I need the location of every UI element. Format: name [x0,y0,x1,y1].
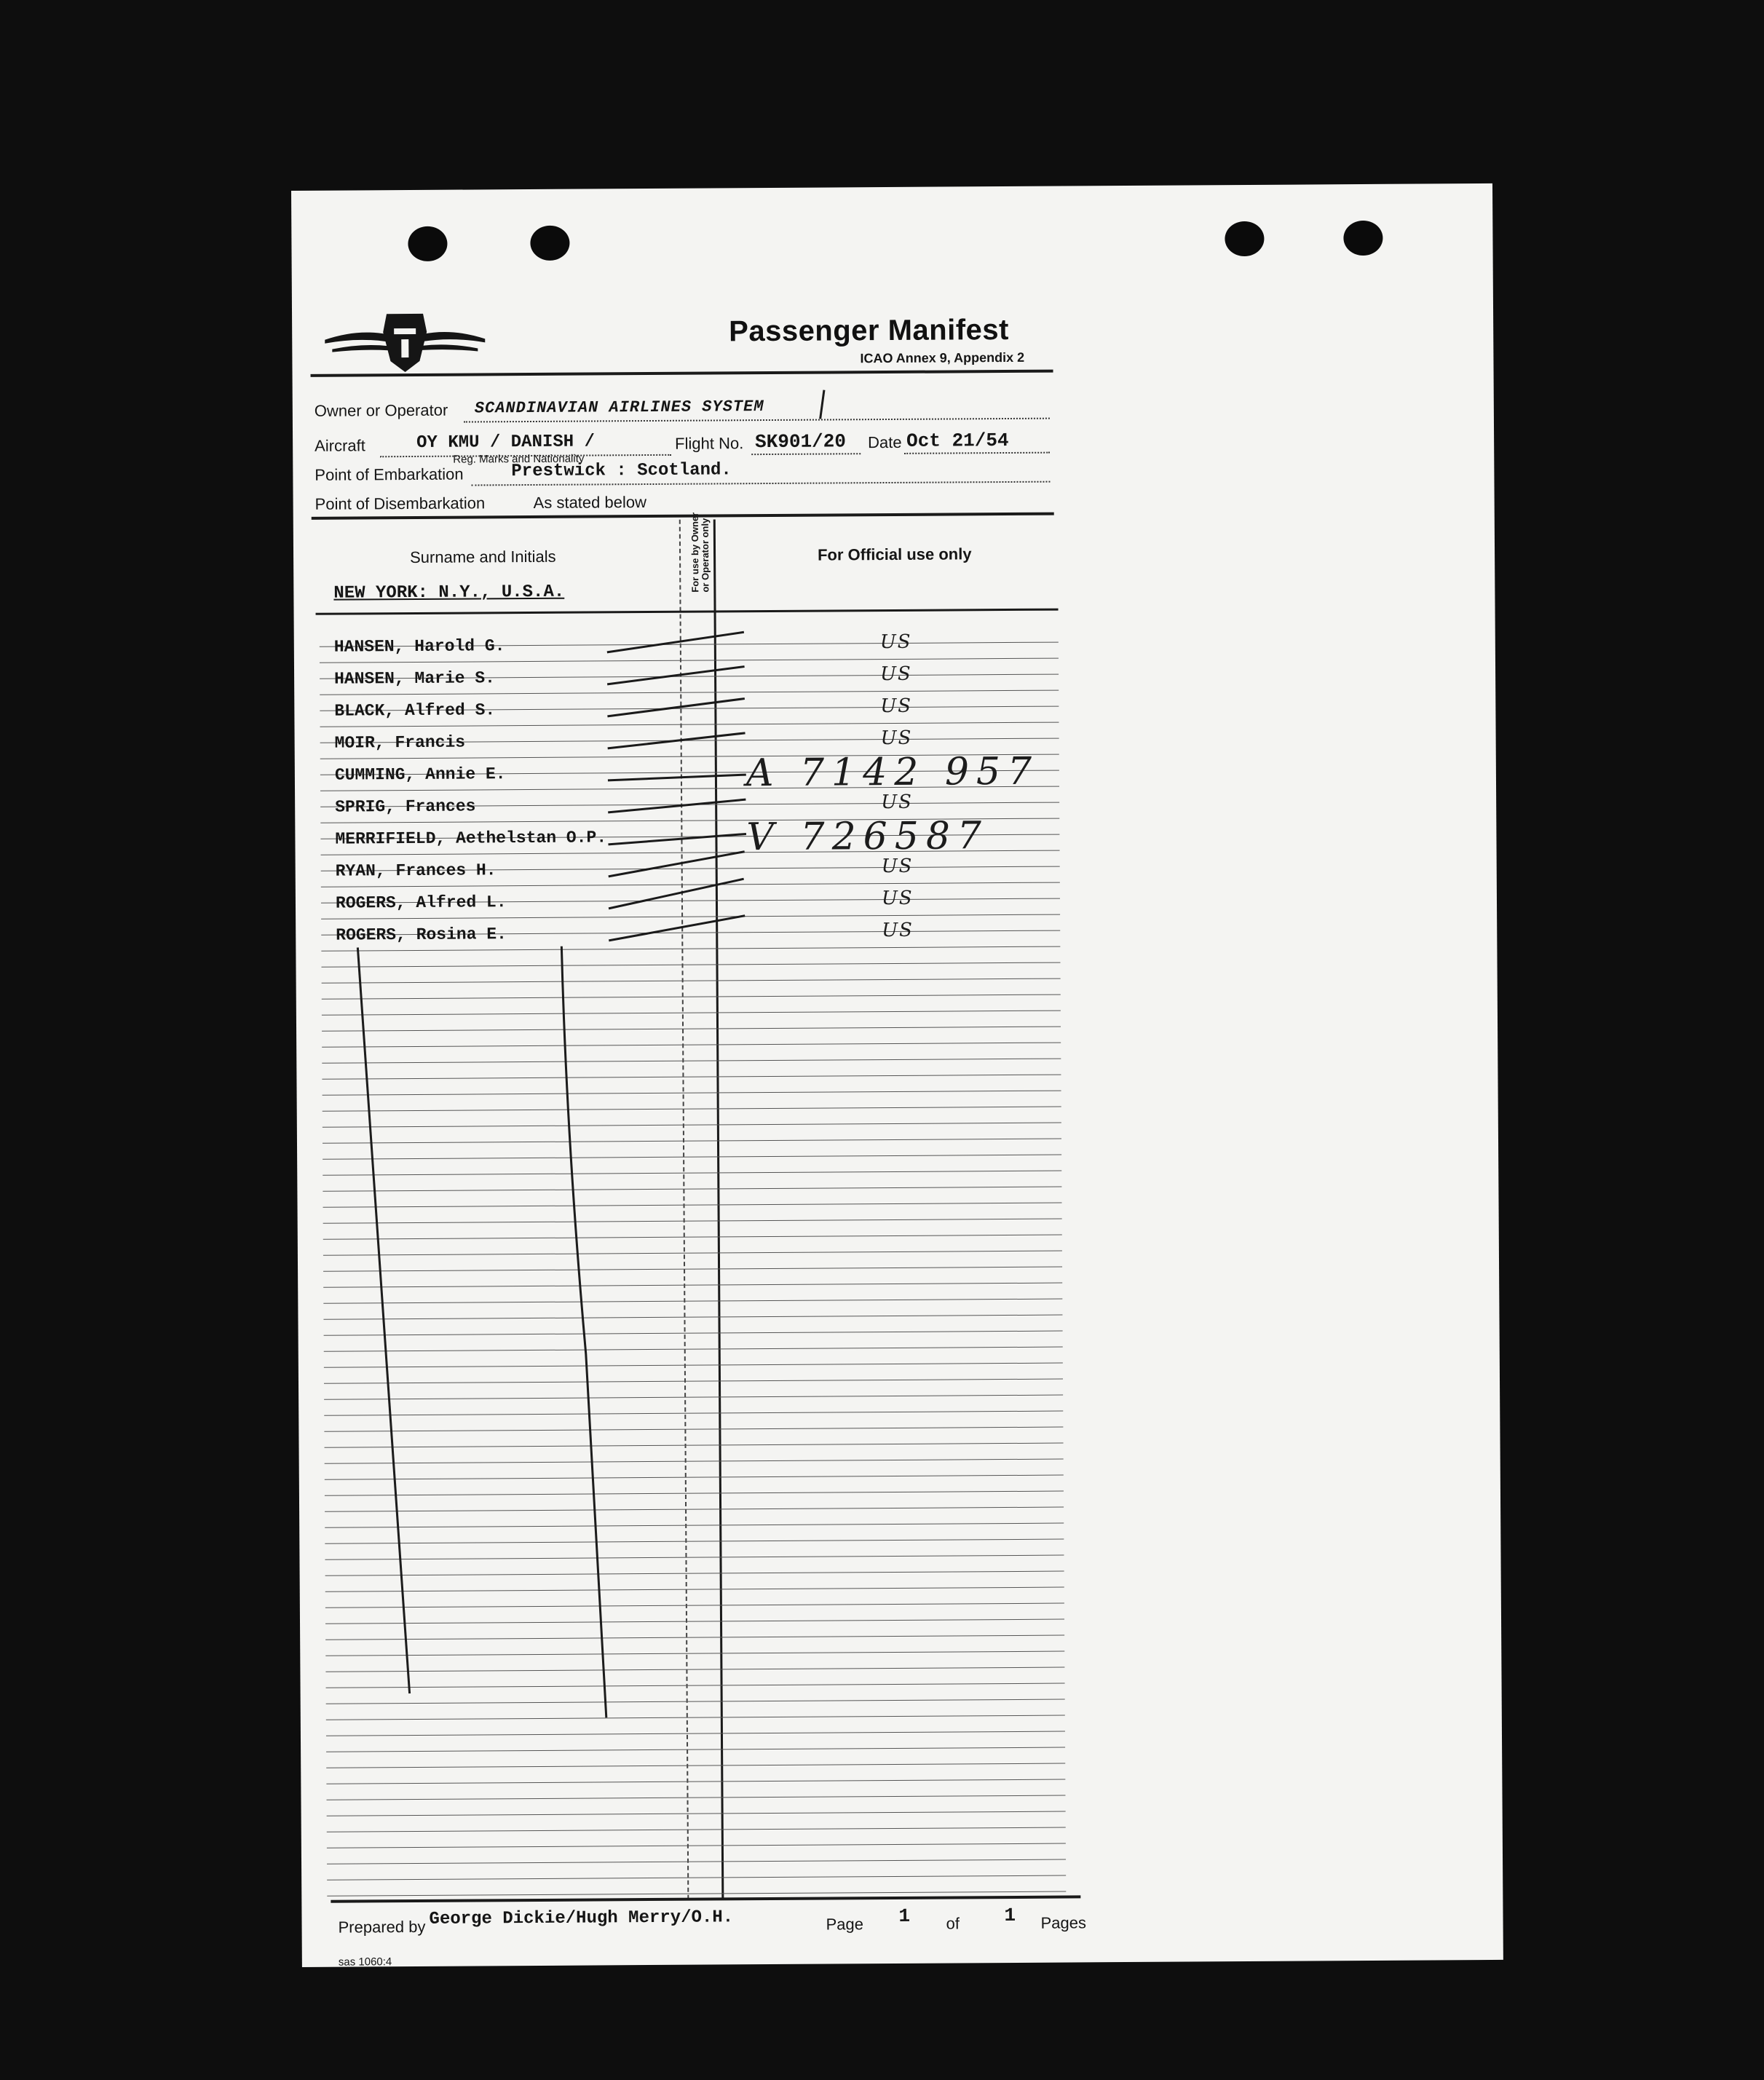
col-header-official: For Official use only [817,545,972,564]
ruled-line [327,1859,1066,1865]
punch-hole [1343,221,1383,256]
ruled-line [327,1811,1066,1816]
official-note: US [879,630,912,654]
ruled-line [327,1875,1066,1881]
passenger-name: ROGERS, Alfred L. [335,893,507,913]
flight-label: Flight No. [675,434,744,453]
ruled-line [327,1827,1066,1832]
official-note: US [882,919,914,942]
official-note: US [881,791,913,814]
ruled-line [326,1795,1065,1800]
of-value: 1 [1004,1904,1016,1927]
form-subtitle: ICAO Annex 9, Appendix 2 [860,349,1025,366]
form-code: sas 1060:4 [338,1956,392,1969]
disembark-value: As stated below [533,493,647,512]
passenger-name: ROGERS, Rosina E. [336,925,507,945]
page-label: Page [826,1915,864,1934]
passenger-name: HANSEN, Harold G. [333,636,505,657]
official-note: US [881,855,914,878]
form-title: Passenger Manifest [729,313,1010,348]
destination-heading: NEW YORK: N.Y., U.S.A. [333,582,565,604]
ruled-line [326,1779,1065,1784]
passenger-name: SPRIG, Frances [335,796,476,817]
ditto-bracket-lines [291,187,883,1720]
official-note: US [880,727,913,750]
passenger-name: RYAN, Frances H. [335,861,497,881]
prepared-label: Prepared by [338,1917,426,1937]
official-note: V 726587 [746,814,989,860]
official-note: A 7142 957 [745,749,1040,796]
passenger-name: HANSEN, Marie S. [334,668,496,689]
owner-value: SCANDINAVIAN AIRLINES SYSTEM [474,398,764,418]
disembark-label: Point of Disembarkation [315,494,486,513]
ruled-line [326,1731,1065,1736]
page-value: 1 [898,1905,911,1927]
ruled-line [327,1843,1066,1848]
embark-label: Point of Embarkation [315,464,464,484]
aircraft-label: Aircraft [315,436,365,455]
passenger-name: MOIR, Francis [334,732,466,753]
col-header-owner-use: For use by Owner or Operator only [689,512,711,593]
ruled-line [326,1747,1065,1752]
prepared-value: George Dickie/Hugh Merry/O.H. [429,1907,734,1929]
of-label: of [946,1914,960,1933]
date-label: Date [868,432,902,452]
manifest-sheet [291,183,1503,1967]
official-note: US [881,887,914,910]
aircraft-sublabel: Reg. Marks and Nationality [453,452,585,466]
ruled-line [326,1763,1065,1768]
embark-value: Prestwick : Scotland. [511,460,732,482]
aircraft-value: OY KMU / DANISH / [416,432,596,453]
owner-label: Owner or Operator [314,400,448,420]
passenger-name: MERRIFIELD, Aethelstan O.P. [335,828,607,849]
passenger-name: CUMMING, Annie E. [334,764,506,785]
date-dotted-line [904,452,1050,454]
official-note: US [879,663,912,686]
col-header-surname: Surname and Initials [410,547,556,567]
pages-label: Pages [1040,1913,1087,1932]
official-note: US [880,695,913,718]
flight-value: SK901/20 [755,430,847,454]
punch-hole [1225,221,1264,256]
footer-rule [331,1895,1080,1902]
passenger-name: BLACK, Alfred S. [334,700,496,721]
date-value: Oct 21/54 [906,429,1009,452]
